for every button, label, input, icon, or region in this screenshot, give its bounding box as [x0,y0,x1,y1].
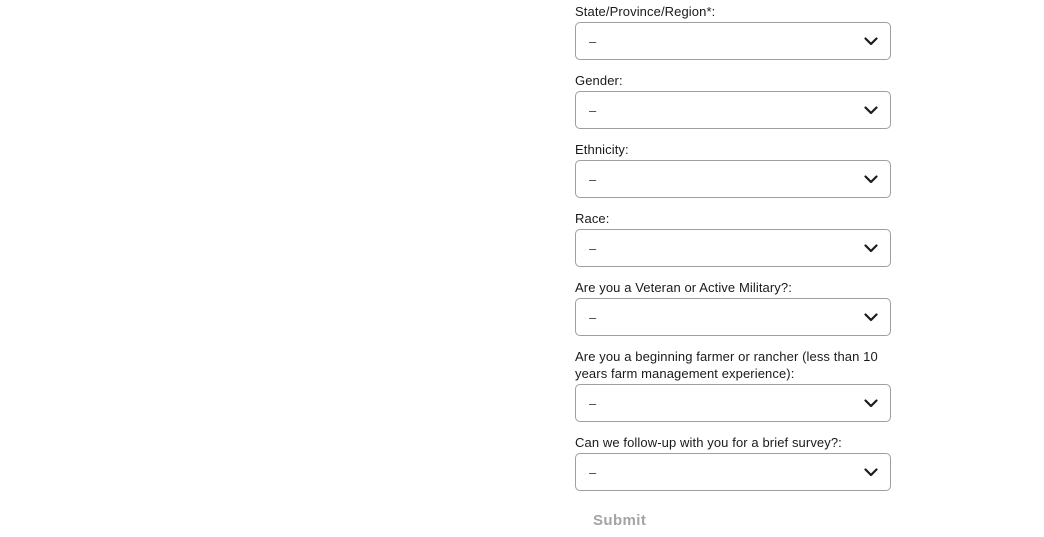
state-province-region-select[interactable] [575,22,891,60]
selected-value: – [589,464,597,480]
chevron-down-icon [863,395,879,411]
submit-button[interactable]: Submit [593,512,647,529]
chevron-down-icon [863,309,879,325]
race-label: Race: [575,211,610,226]
selected-value: – [589,33,597,49]
field-veteran-military [575,279,891,336]
field-gender [575,72,891,129]
chevron-down-icon [863,171,879,187]
chevron-down-icon [863,240,879,256]
veteran-military-label: Are you a Veteran or Active Military?: [575,280,792,295]
chevron-down-icon [863,102,879,118]
selected-value: – [589,171,597,187]
beginning-farmer-label: Are you a beginning farmer or rancher (less than 10 years farm management experience): [575,349,878,381]
selected-value: – [589,395,597,411]
ethnicity-label: Ethnicity: [575,142,629,157]
field-ethnicity [575,141,891,198]
selected-value: – [589,102,597,118]
veteran-military-select[interactable] [575,298,891,336]
follow-up-survey-select[interactable] [575,453,891,491]
gender-select[interactable] [575,91,891,129]
field-beginning-farmer [575,348,891,422]
follow-up-survey-label: Can we follow-up with you for a brief survey?: [575,435,842,450]
selected-value: – [589,240,597,256]
field-follow-up-survey [575,434,891,491]
demographics-form [575,3,891,530]
selected-value: – [589,309,597,325]
gender-label: Gender: [575,73,623,88]
chevron-down-icon [863,464,879,480]
race-select[interactable] [575,229,891,267]
field-race [575,210,891,267]
field-state-province-region [575,3,891,60]
beginning-farmer-select[interactable] [575,384,891,422]
ethnicity-select[interactable] [575,160,891,198]
state-province-region-label: State/Province/Region*: [575,4,716,19]
chevron-down-icon [863,33,879,49]
